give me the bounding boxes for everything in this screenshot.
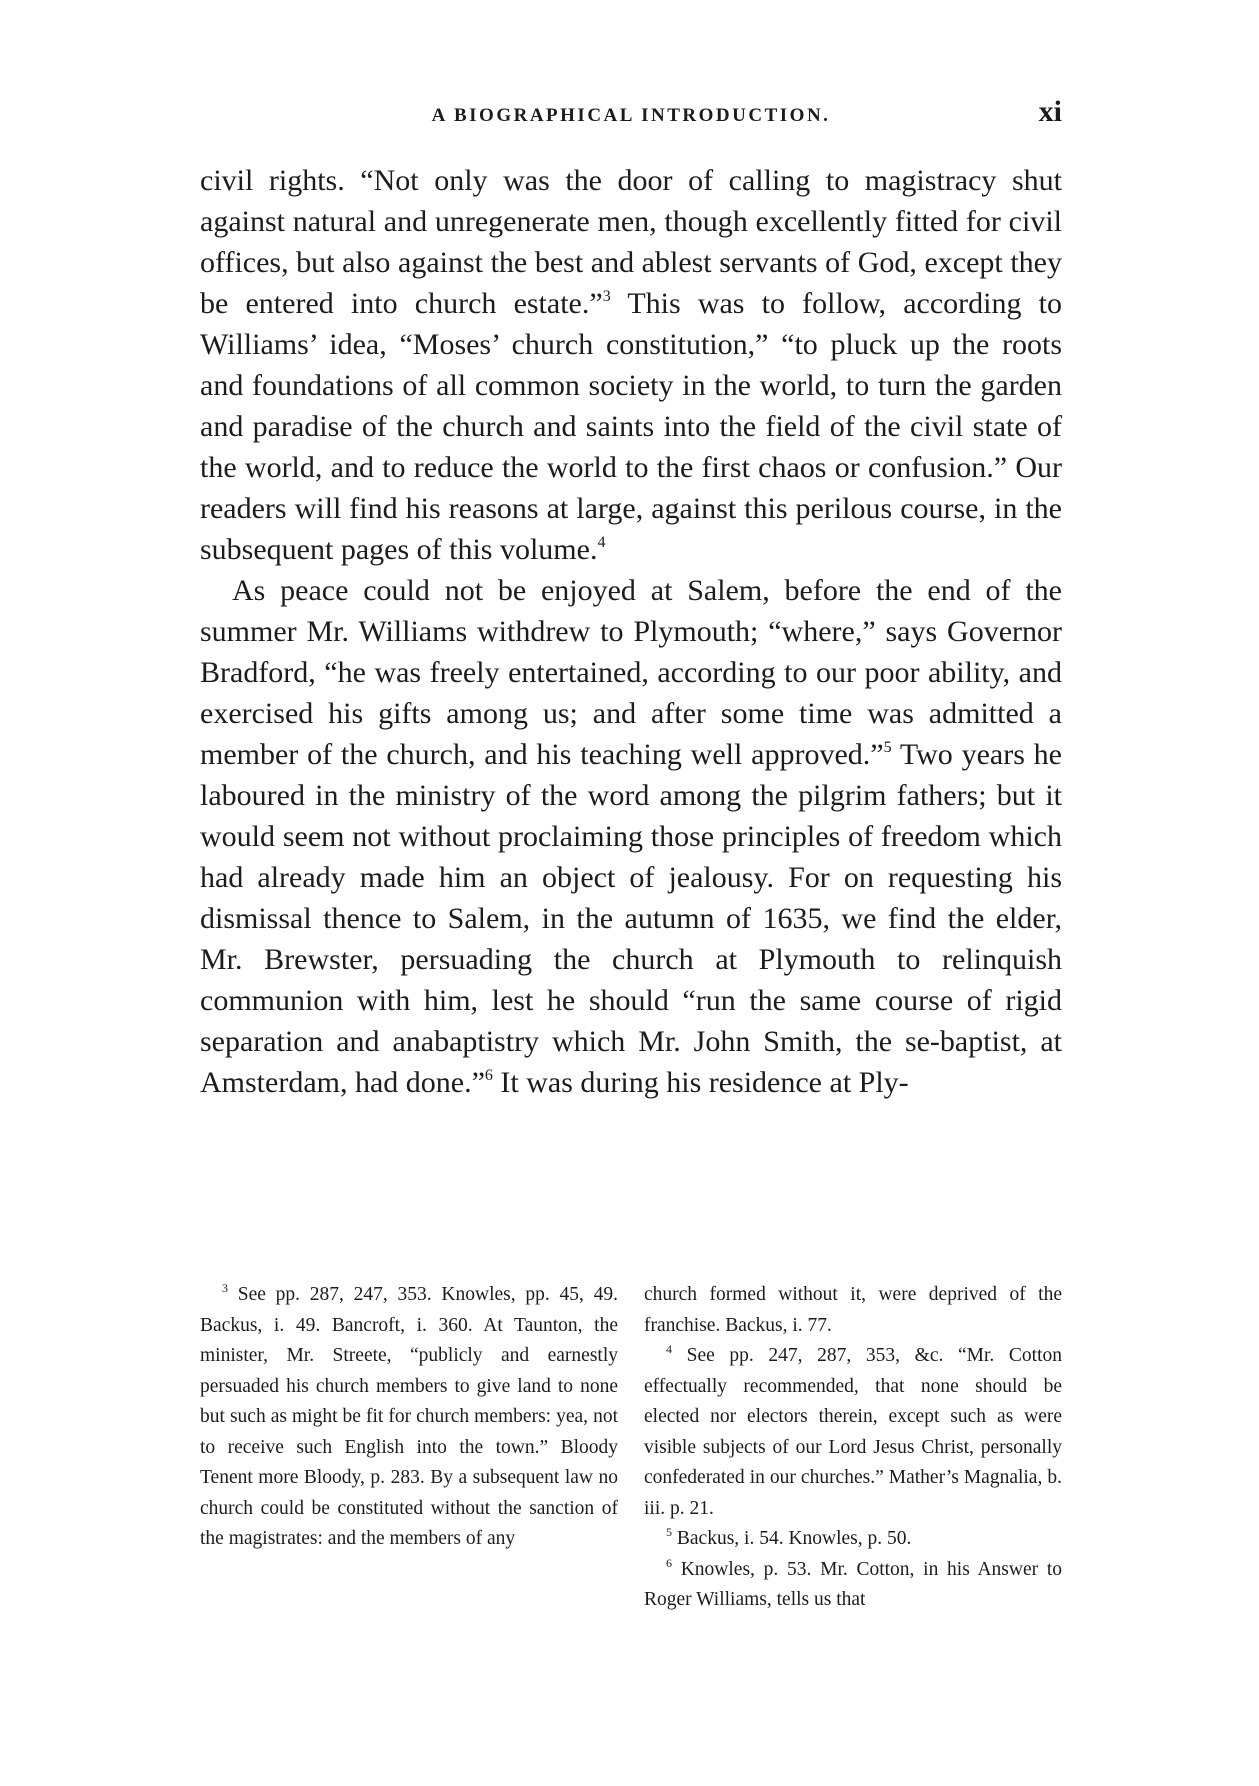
footnote-5 — [644, 1524, 1062, 1555]
footnote-ref-4: 4 — [597, 534, 606, 551]
footnote-ref-5: 5 — [883, 739, 892, 756]
footnote-3-continued: church formed without it, were deprived of the franchise. Backus, i. 77. — [644, 1284, 1062, 1336]
footnote-6-mark: 6 — [666, 1555, 672, 1570]
page-number: xi — [1038, 95, 1062, 128]
main-text — [200, 160, 1062, 1103]
paragraph-1-text-b: This was to follow, according to Williams’ idea, “Moses’ church constitution,” “to pluck up the roots and foundations of all common society in the world, to turn the garden and paradise of the church and saints into the field of the civil state of the world, and to reduce the world to the first chaos or confusion.” Our readers will find his reasons at large, against this perilous course, in the subsequent pages of this volume. — [200, 287, 1062, 566]
footnote-ref-3: 3 — [602, 288, 611, 305]
footnote-3-mark: 3 — [222, 1281, 228, 1295]
footnote-6-text: Knowles, p. 53. Mr. Cotton, in his Answer to Roger Williams, tells us that — [644, 1558, 1062, 1610]
footnote-5-mark: 5 — [666, 1525, 672, 1539]
footnote-3 — [200, 1280, 618, 1555]
footnote-6 — [644, 1555, 1062, 1616]
footnote-4-text: See pp. 247, 287, 353, &c. “Mr. Cotton effectually recommended, that none should be elected nor electors therein, except such as were visible subjects of our Lord Jesus Christ, personally confederated in our churches.” Mather’s Magnalia, b. iii. p. 21. — [644, 1345, 1062, 1519]
paragraph-1-text-a: civil rights. “Not only was the door of calling to magistracy shut against natural and unregenerate men, though excellently fitted for civil offices, but also against the best and ablest servants of God, except they be entered into church estate.” — [200, 164, 1062, 320]
footnotes — [200, 1280, 1062, 1616]
footnote-3-text: See pp. 287, 247, 353. Knowles, pp. 45, 49. Backus, i. 49. Bancroft, i. 360. At Taunton, the minister, Mr. Streete, “publicly and earnestly persuaded his church members to give land to none but such as might be fit for church members: yea, not to receive such English into the town.” Bloody Tenent more Bloody, p. 283. By a subsequent law no church could be constituted without the sanction of the magistrates: and the members of any — [200, 1284, 618, 1549]
paragraph-1 — [200, 160, 1062, 570]
footnotes-left-column — [200, 1280, 618, 1616]
footnotes-right-column — [644, 1280, 1062, 1616]
footnote-4 — [644, 1341, 1062, 1524]
page-header — [200, 95, 1062, 135]
paragraph-2 — [200, 570, 1062, 1103]
paragraph-2-text-b: Two years he laboured in the ministry of the word among the pilgrim fathers; but it would seem not without proclaiming those principles of freedom which had already made him an object of jealousy. For on requesting his dismissal thence to Salem, in the autumn of 1635, we find the elder, Mr. Brewster, persuading the church at Plymouth to relinquish communion with him, lest he should “run the same course of rigid separation and anabaptistry which Mr. John Smith, the se-baptist, at Amsterdam, had done.” — [200, 738, 1062, 1099]
footnote-5-text: Backus, i. 54. Knowles, p. 50. — [672, 1528, 912, 1549]
paragraph-2-text-a: As peace could not be enjoyed at Salem, before the end of the summer Mr. Williams withdrew to Plymouth; “where,” says Governor Bradford, “he was freely entertained, according to our poor ability, and exercised his gifts among us; and after some time was admitted a member of the church, and his teaching well approved.” — [200, 574, 1062, 771]
footnote-ref-6: 6 — [484, 1067, 493, 1084]
paragraph-2-text-c: It was during his residence at Ply- — [492, 1066, 909, 1099]
running-title: A BIOGRAPHICAL INTRODUCTION. — [431, 105, 831, 126]
footnote-4-mark: 4 — [666, 1342, 672, 1356]
